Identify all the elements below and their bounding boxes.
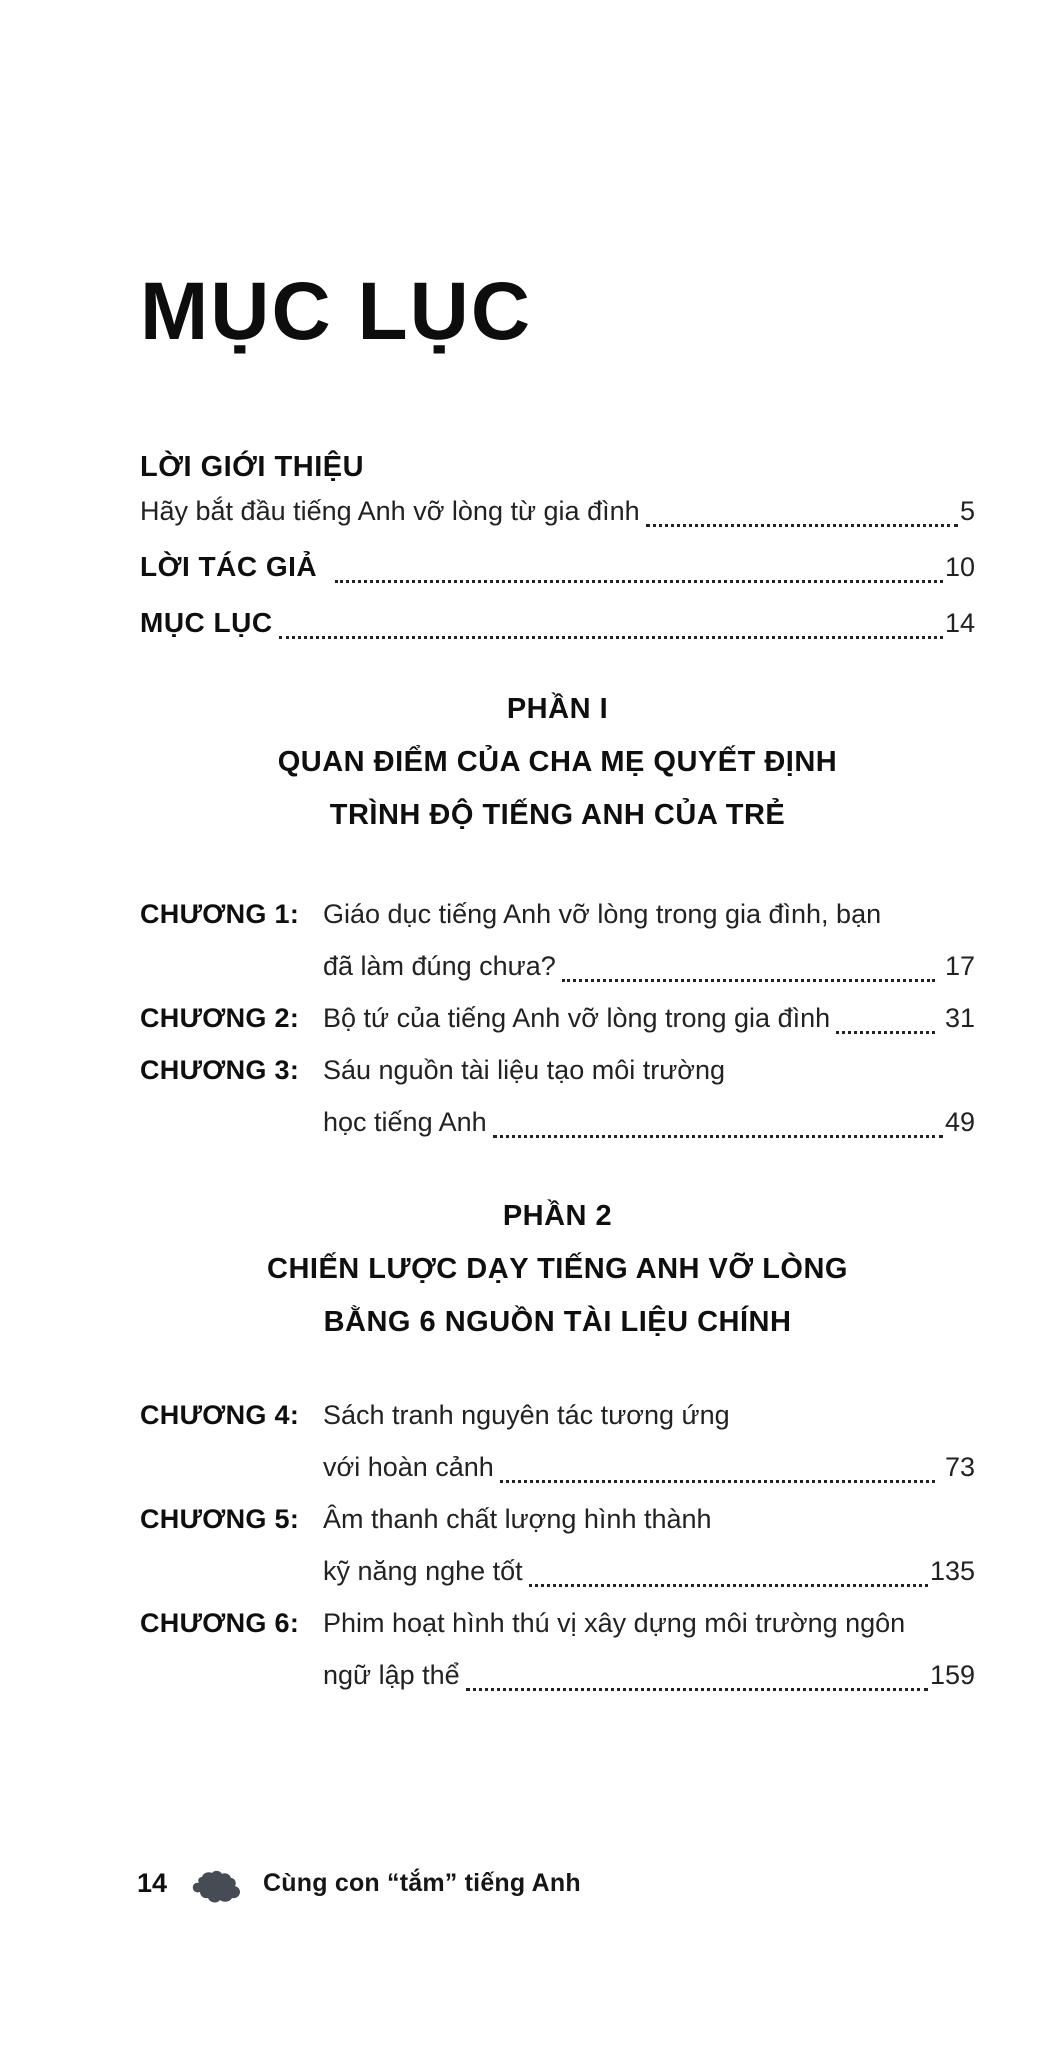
page-number: 135: [929, 1555, 975, 1586]
chapter-entry-5: [140, 1493, 975, 1597]
chapter-line: [323, 1649, 975, 1701]
part1-kicker: PHẦN I: [506, 692, 609, 725]
page-title: MỤC LỤC: [140, 266, 533, 357]
part2-chapters: [140, 1389, 975, 1701]
chapter-text: Âm thanh chất lượng hình thành: [323, 1503, 712, 1534]
page-number: 159: [929, 1659, 975, 1690]
page-number: 10: [944, 551, 975, 582]
chapter-entry-4: [140, 1389, 975, 1493]
part1-title-line2: TRÌNH ĐỘ TIẾNG ANH CỦA TRẺ: [329, 798, 786, 831]
chapter-label: CHƯƠNG 4:: [140, 1399, 300, 1430]
page-number: 14: [944, 607, 975, 638]
page-number: 31: [944, 1002, 975, 1033]
chapter-line: [323, 1441, 975, 1493]
part2-title-line1: CHIẾN LƯỢC DẠY TIẾNG ANH VỠ LÒNG: [267, 1252, 848, 1285]
part1-heading: [140, 683, 975, 842]
chapter-text: kỹ năng nghe tốt: [323, 1555, 523, 1586]
chapter-label: CHƯƠNG 5:: [140, 1503, 300, 1534]
toc-entry-author: [140, 539, 975, 595]
chapter-label: CHƯƠNG 6:: [140, 1607, 300, 1638]
page-number: 17: [944, 950, 975, 981]
dot-leader: [466, 1688, 928, 1691]
chapter-entry-3: [140, 1044, 975, 1148]
mascot-icon: [189, 1861, 245, 1905]
chapter-text: Sáu nguồn tài liệu tạo môi trường: [323, 1054, 726, 1085]
toc-entry-intro: [140, 483, 975, 539]
dot-leader: [836, 1031, 935, 1034]
front-matter-section: [140, 451, 975, 651]
chapter-text: Sách tranh nguyên tác tương ứng: [323, 1399, 730, 1430]
dot-leader: [493, 1135, 943, 1138]
chapter-line: [323, 1096, 975, 1148]
part1-title-line1: QUAN ĐIỂM CỦA CHA MẸ QUYẾT ĐỊNH: [277, 745, 838, 778]
chapter-text: Giáo dục tiếng Anh vỡ lòng trong gia đình, bạn: [323, 898, 882, 929]
chapter-entry-1: [140, 888, 975, 992]
toc-entry-text: Hãy bắt đầu tiếng Anh vỡ lòng từ gia đình: [140, 495, 640, 526]
chapter-line: [323, 888, 975, 940]
page-number: 5: [959, 495, 975, 526]
chapter-entry-2: [140, 992, 975, 1044]
toc-entry-muc-luc: [140, 595, 975, 651]
dot-leader: [335, 580, 943, 583]
chapter-line: [323, 1597, 975, 1649]
chapter-text: Bộ tứ của tiếng Anh vỡ lòng trong gia đình: [323, 1002, 831, 1033]
chapter-text: đã làm đúng chưa?: [323, 950, 556, 981]
chapter-text: học tiếng Anh: [323, 1106, 487, 1137]
chapter-text: Phim hoạt hình thú vị xây dựng môi trường ngôn: [323, 1607, 906, 1638]
chapter-line: [323, 1545, 975, 1597]
chapter-line: [323, 1389, 975, 1441]
chapter-line: [323, 1044, 975, 1096]
toc-page-content: [140, 0, 975, 1701]
chapter-text: ngữ lập thể: [323, 1659, 460, 1690]
footer-book-title: Cùng con “tắm” tiếng Anh: [263, 1868, 581, 1897]
dot-leader: [646, 524, 958, 527]
toc-entry-text: LỜI TÁC GIẢ: [140, 550, 318, 582]
page-footer: [137, 1861, 581, 1905]
chapter-line: [323, 992, 975, 1044]
dot-leader: [279, 636, 943, 639]
intro-heading: LỜI GIỚI THIỆU: [140, 450, 365, 483]
part1-chapters: [140, 888, 975, 1148]
page-number: 73: [944, 1451, 975, 1482]
chapter-label: CHƯƠNG 3:: [140, 1054, 300, 1085]
chapter-label: CHƯƠNG 1:: [140, 898, 300, 929]
dot-leader: [562, 979, 935, 982]
part2-title-line2: BẰNG 6 NGUỒN TÀI LIỆU CHÍNH: [323, 1305, 792, 1338]
toc-entry-text: MỤC LỤC: [140, 606, 273, 638]
dot-leader: [500, 1480, 935, 1483]
chapter-line: [323, 940, 975, 992]
footer-page-number: 14: [137, 1867, 168, 1898]
part2-heading: [140, 1190, 975, 1349]
part2-kicker: PHẦN 2: [502, 1199, 613, 1232]
dot-leader: [529, 1584, 928, 1587]
chapter-label: CHƯƠNG 2:: [140, 1002, 300, 1033]
chapter-entry-6: [140, 1597, 975, 1701]
page-number: 49: [944, 1106, 975, 1137]
chapter-line: [323, 1493, 975, 1545]
chapter-text: với hoàn cảnh: [323, 1451, 494, 1482]
